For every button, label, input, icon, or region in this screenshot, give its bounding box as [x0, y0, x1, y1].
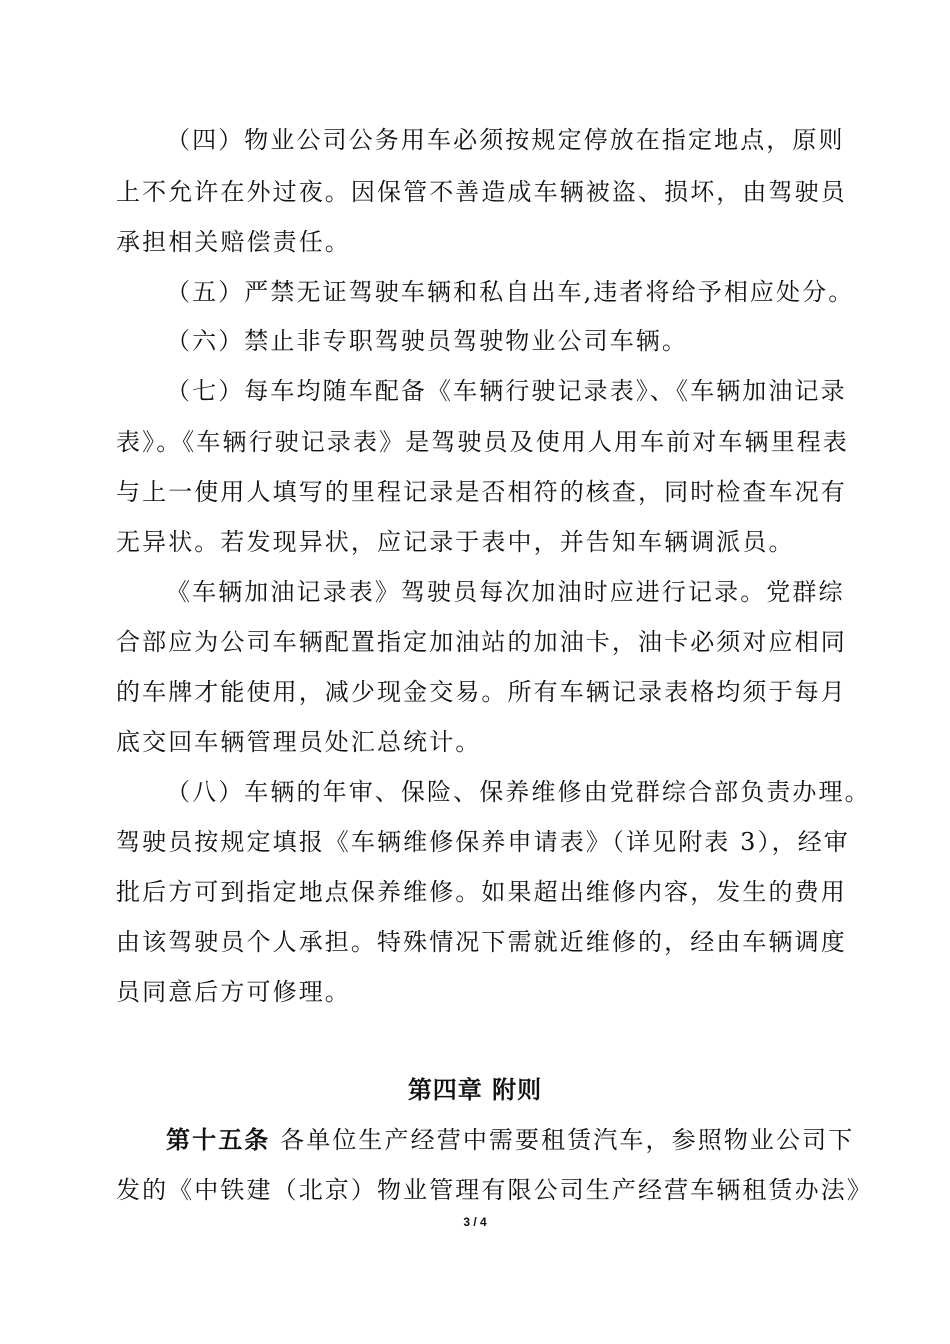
- paragraph-6: （六）禁止非专职驾驶员驾驶物业公司车辆。: [166, 327, 688, 355]
- paragraph-4-line-2: 上不允许在外过夜。因保管不善造成车辆被盗、损坏，由驾驶员: [116, 178, 847, 206]
- paragraph-7-line-3: 与上一使用人填写的里程记录是否相符的核查，同时检查车况有: [116, 478, 847, 506]
- paragraph-8-line-5: 员同意后方可修理。: [116, 978, 351, 1006]
- paragraph-8-line-3: 批后方可到指定地点保养维修。如果超出维修内容，发生的费用: [116, 878, 847, 906]
- paragraph-fuel-line-3: 的车牌才能使用，减少现金交易。所有车辆记录表格均须于每月: [116, 678, 847, 706]
- paragraph-fuel-line-1: 《车辆加油记录表》驾驶员每次加油时应进行记录。党群综: [166, 578, 845, 606]
- article-label: 第十五条: [166, 1125, 271, 1154]
- paragraph-4-line-1: （四）物业公司公务用车必须按规定停放在指定地点，原则: [166, 126, 845, 154]
- paragraph-5: （五）严禁无证驾驶车辆和私自出车,违者将给予相应处分。: [166, 278, 855, 306]
- paragraph-8-line-1: （八）车辆的年审、保险、保养维修由党群综合部负责办理。: [166, 778, 871, 806]
- paragraph-8-line-2: 驾驶员按规定填报《车辆维修保养申请表》（详见附表 3），经审: [116, 828, 850, 856]
- paragraph-8-line-4: 由该驾驶员个人承担。特殊情况下需就近维修的，经由车辆调度: [116, 928, 847, 956]
- article-15-line-1: [166, 1125, 855, 1155]
- paragraph-7-line-1: （七）每车均随车配备《车辆行驶记录表》、《车辆加油记录: [166, 377, 847, 405]
- paragraph-fuel-line-4: 底交回车辆管理员处汇总统计。: [116, 728, 482, 756]
- paragraph-4-line-3: 承担相关赔偿责任。: [116, 228, 351, 256]
- article-text: 各单位生产经营中需要租赁汽车，参照物业公司下: [270, 1126, 855, 1154]
- paragraph-7-line-2: 表》。《车辆行驶记录表》是驾驶员及使用人用车前对车辆里程表: [116, 428, 849, 456]
- paragraph-7-line-4: 无异状。若发现异状，应记录于表中，并告知车辆调派员。: [116, 528, 795, 556]
- page-number: 3 / 4: [463, 1215, 487, 1229]
- paragraph-fuel-line-2: 合部应为公司车辆配置指定加油站的加油卡，油卡必须对应相同: [116, 628, 847, 656]
- article-15-line-2: 发的《中铁建（北京）物业管理有限公司生产经营车辆租赁办法》: [116, 1176, 873, 1204]
- chapter-heading: 第四章 附则: [407, 1075, 543, 1104]
